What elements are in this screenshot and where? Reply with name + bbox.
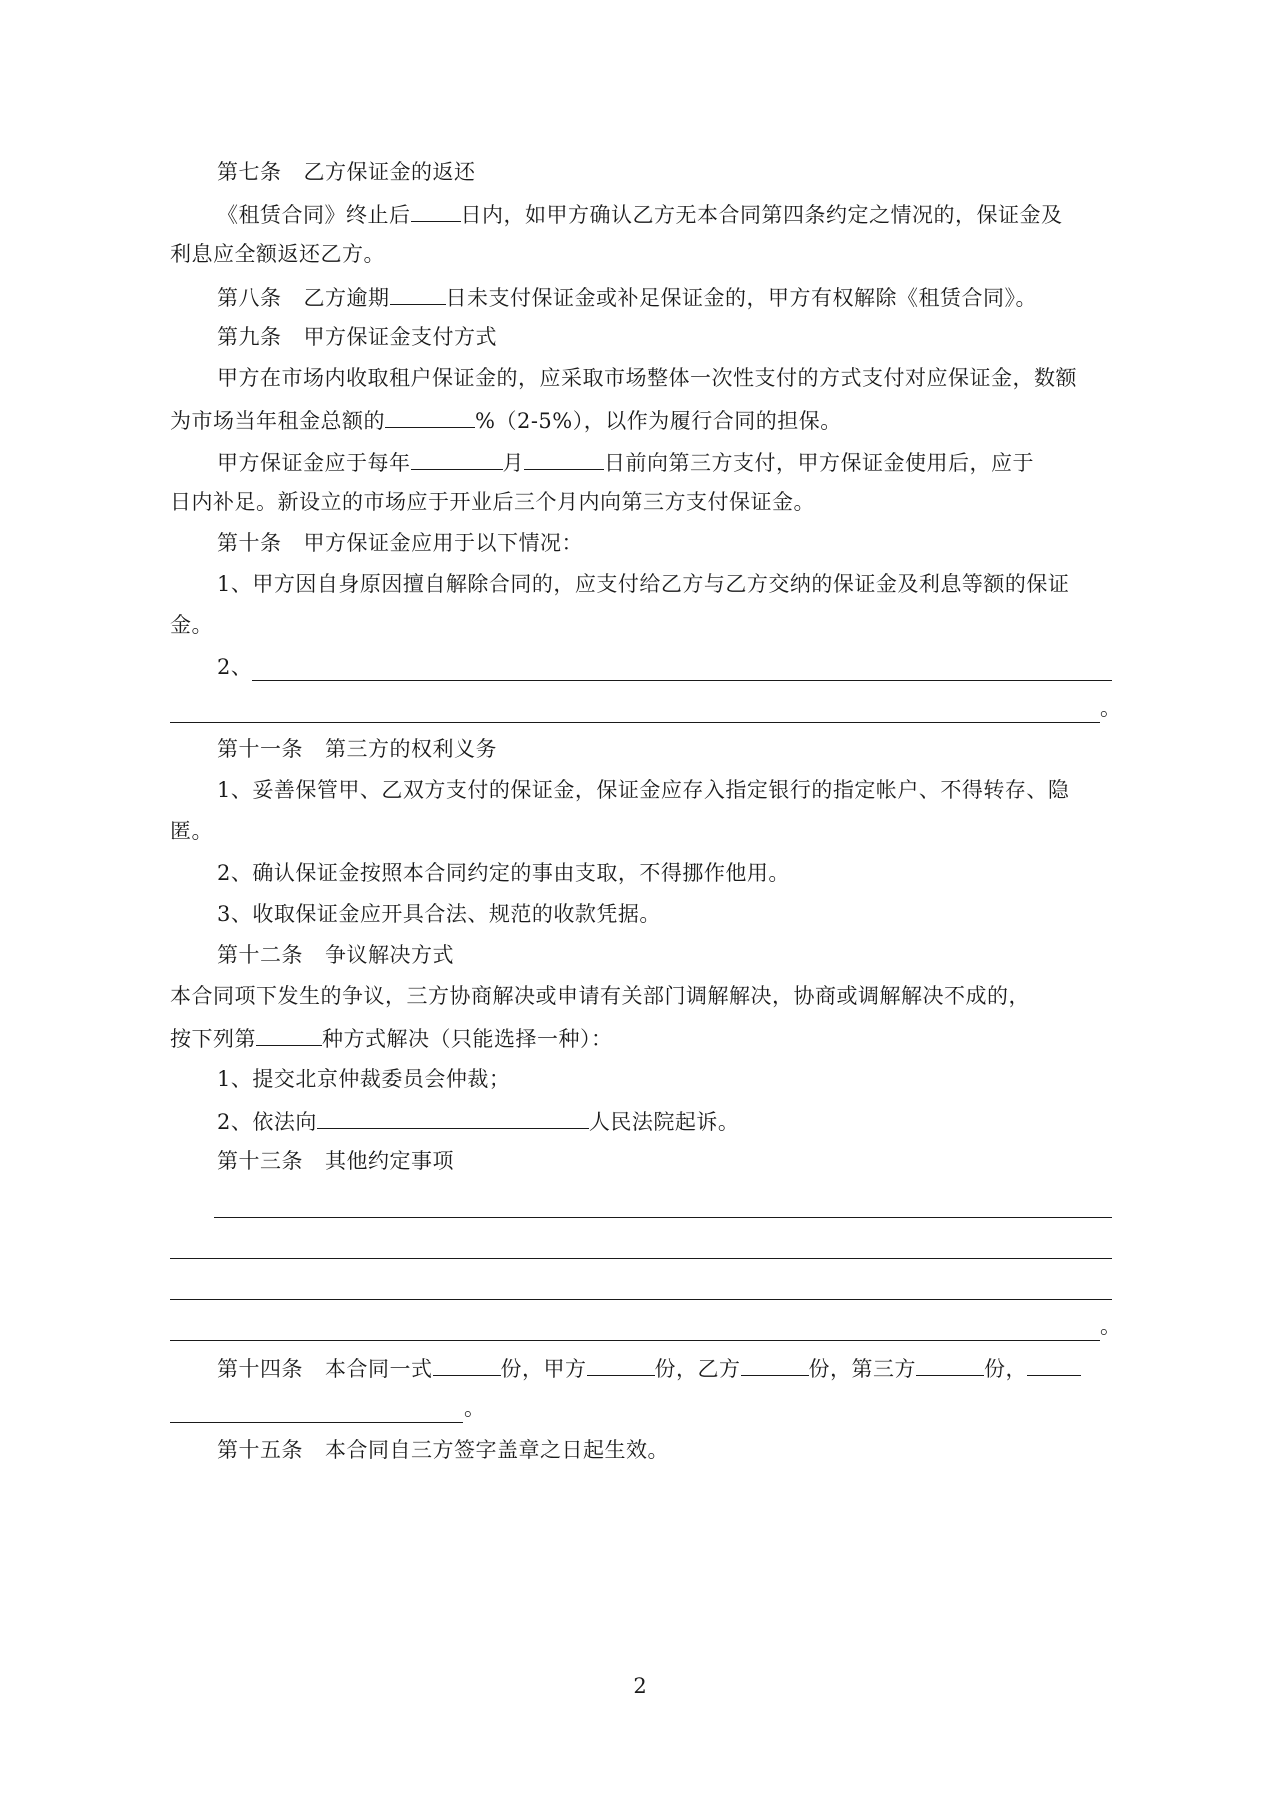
- article-13-title: 第十三条: [217, 1149, 303, 1173]
- article-9-text-c: %（2-5%），以作为履行合同的担保。: [475, 409, 842, 433]
- article-9-text-b: 为市场当年租金总额的: [170, 409, 385, 433]
- article-14-line1: [217, 1353, 1081, 1381]
- article-12-title: 第十二条: [217, 943, 303, 967]
- article-12-para-line2: [170, 1023, 613, 1051]
- article-10-item2-end: [1100, 694, 1122, 722]
- blank-other-line1[interactable]: [214, 1217, 1112, 1218]
- article-14-text-d: 份，第三方: [808, 1357, 916, 1381]
- article-12-item2: [217, 1106, 739, 1134]
- article-10-item2-num: [217, 653, 252, 681]
- article-12-item1: [217, 1065, 510, 1093]
- blank-other-line3[interactable]: [170, 1299, 1112, 1300]
- blank-court-name[interactable]: [317, 1106, 589, 1129]
- article-8-title: 第八条: [217, 286, 282, 310]
- blank-party-a-copies[interactable]: [587, 1353, 655, 1376]
- article-12-text-c: 种方式解决（只能选择一种）：: [322, 1027, 613, 1051]
- article-8-text-b: 日未支付保证金或补足保证金的，甲方有权解除《租赁合同》。: [445, 286, 1037, 310]
- article-11-item3: [217, 900, 661, 928]
- article-11-item2: [217, 859, 790, 887]
- article-10-item2-number: 2、: [217, 655, 253, 679]
- article-14-text-e: 份，: [984, 1357, 1027, 1381]
- article-15-title: 第十五条: [217, 1438, 303, 1462]
- article-12-item1-text: 1、提交北京仲裁委员会仲裁；: [217, 1067, 511, 1091]
- article-7-text-a: 《租赁合同》终止后: [217, 203, 411, 227]
- article-13-heading: [217, 1147, 454, 1175]
- blank-day[interactable]: [524, 447, 604, 470]
- article-11-item1-text-b: 匿。: [170, 819, 213, 843]
- blank-article-14-extra[interactable]: [1027, 1353, 1081, 1376]
- article-9-p2-text-b: 月: [502, 451, 524, 475]
- article-12-para-line1: [170, 982, 1030, 1010]
- article-11-title: 第十一条: [217, 737, 303, 761]
- blank-resolution-choice[interactable]: [256, 1023, 322, 1046]
- article-10-item1-text-b: 金。: [170, 613, 213, 637]
- article-7-title: 第七条: [217, 160, 282, 184]
- article-12-text-a: 本合同项下发生的争议，三方协商解决或申请有关部门调解解决，协商或调解解决不成的，: [170, 984, 1030, 1008]
- article-7-text-c: 利息应全额返还乙方。: [170, 242, 385, 266]
- article-10-item2-period: 。: [1100, 696, 1122, 720]
- blank-other-line4[interactable]: [170, 1340, 1100, 1341]
- article-9-heading: [217, 323, 497, 351]
- article-12-item2-text-b: 人民法院起诉。: [588, 1110, 740, 1134]
- article-12-heading-text: 争议解决方式: [325, 943, 454, 967]
- blank-rent-percent[interactable]: [385, 405, 475, 428]
- article-9-p2-text-d: 日内补足。新设立的市场应于开业后三个月内向第三方支付保证金。: [170, 490, 815, 514]
- article-8: [217, 282, 1037, 310]
- article-7-heading-text: 乙方保证金的返还: [303, 160, 476, 184]
- article-11-item1-text-a: 1、妥善保管甲、乙双方支付的保证金，保证金应存入指定银行的指定帐户、不得转存、隐: [217, 778, 1070, 802]
- article-9-text-a: 甲方在市场内收取租户保证金的，应采取市场整体一次性支付的方式支付对应保证金，数额: [217, 366, 1077, 390]
- article-12-item2-text-a: 2、依法向: [217, 1110, 317, 1134]
- article-14-period: 。: [464, 1396, 486, 1420]
- blank-party-b-copies[interactable]: [741, 1353, 809, 1376]
- article-14-text-a: 本合同一式: [325, 1357, 433, 1381]
- article-13-heading-text: 其他约定事项: [325, 1149, 454, 1173]
- article-14-text-c: 份，乙方: [654, 1357, 741, 1381]
- article-13-end: [1100, 1312, 1122, 1340]
- article-10-item1-text-a: 1、甲方因自身原因擅自解除合同的，应支付给乙方与乙方交纳的保证金及利息等额的保证: [217, 572, 1070, 596]
- article-11-item1-line1: [217, 776, 1069, 804]
- article-12-heading: [217, 941, 454, 969]
- article-9-para1-line2: [170, 405, 842, 433]
- article-10-item1-line1: [217, 570, 1069, 598]
- blank-article-14-line2[interactable]: [170, 1422, 463, 1423]
- article-15-text: 本合同自三方签字盖章之日起生效。: [325, 1438, 669, 1462]
- article-10-title: 第十条: [217, 531, 282, 555]
- blank-overdue-days[interactable]: [390, 282, 446, 305]
- blank-total-copies[interactable]: [433, 1353, 501, 1376]
- article-7-heading: [217, 158, 476, 186]
- article-10-item1-line2: [170, 611, 213, 639]
- article-9-para1-line1: [217, 364, 1077, 392]
- article-11-item2-text: 2、确认保证金按照本合同约定的事由支取，不得挪作他用。: [217, 861, 790, 885]
- article-14-end: [464, 1394, 486, 1422]
- article-10-heading: [217, 529, 583, 557]
- article-9-para2-line2: [170, 488, 815, 516]
- article-9-p2-text-a: 甲方保证金应于每年: [217, 451, 411, 475]
- blank-days-return[interactable]: [411, 199, 461, 222]
- article-11-heading: [217, 735, 497, 763]
- article-9-p2-text-c: 日前向第三方支付，甲方保证金使用后，应于: [604, 451, 1034, 475]
- article-11-item3-text: 3、收取保证金应开具合法、规范的收款凭据。: [217, 902, 661, 926]
- page-number: 2: [633, 1674, 647, 1698]
- article-13-period: 。: [1100, 1314, 1122, 1338]
- article-10-heading-text: 甲方保证金应用于以下情况：: [303, 531, 583, 555]
- blank-other-line2[interactable]: [170, 1258, 1112, 1259]
- blank-item2-line1[interactable]: [252, 680, 1112, 681]
- article-7-text-b: 日内，如甲方确认乙方无本合同第四条约定之情况的，保证金及: [460, 203, 1063, 227]
- blank-item2-line2[interactable]: [170, 722, 1100, 723]
- article-14-text-b: 份，甲方: [500, 1357, 587, 1381]
- article-15: [217, 1436, 669, 1464]
- blank-third-party-copies[interactable]: [916, 1353, 984, 1376]
- article-14-title: 第十四条: [217, 1357, 303, 1381]
- article-7-para-line1: [217, 199, 1063, 227]
- article-11-item1-line2: [170, 817, 213, 845]
- article-8-text-a: 乙方逾期: [303, 286, 390, 310]
- blank-month[interactable]: [411, 447, 503, 470]
- article-12-text-b: 按下列第: [170, 1027, 256, 1051]
- article-9-para2-line1: [217, 447, 1034, 475]
- article-7-para-line2: [170, 240, 385, 268]
- article-9-heading-text: 甲方保证金支付方式: [303, 325, 497, 349]
- article-9-title: 第九条: [217, 325, 282, 349]
- article-11-heading-text: 第三方的权利义务: [325, 737, 497, 761]
